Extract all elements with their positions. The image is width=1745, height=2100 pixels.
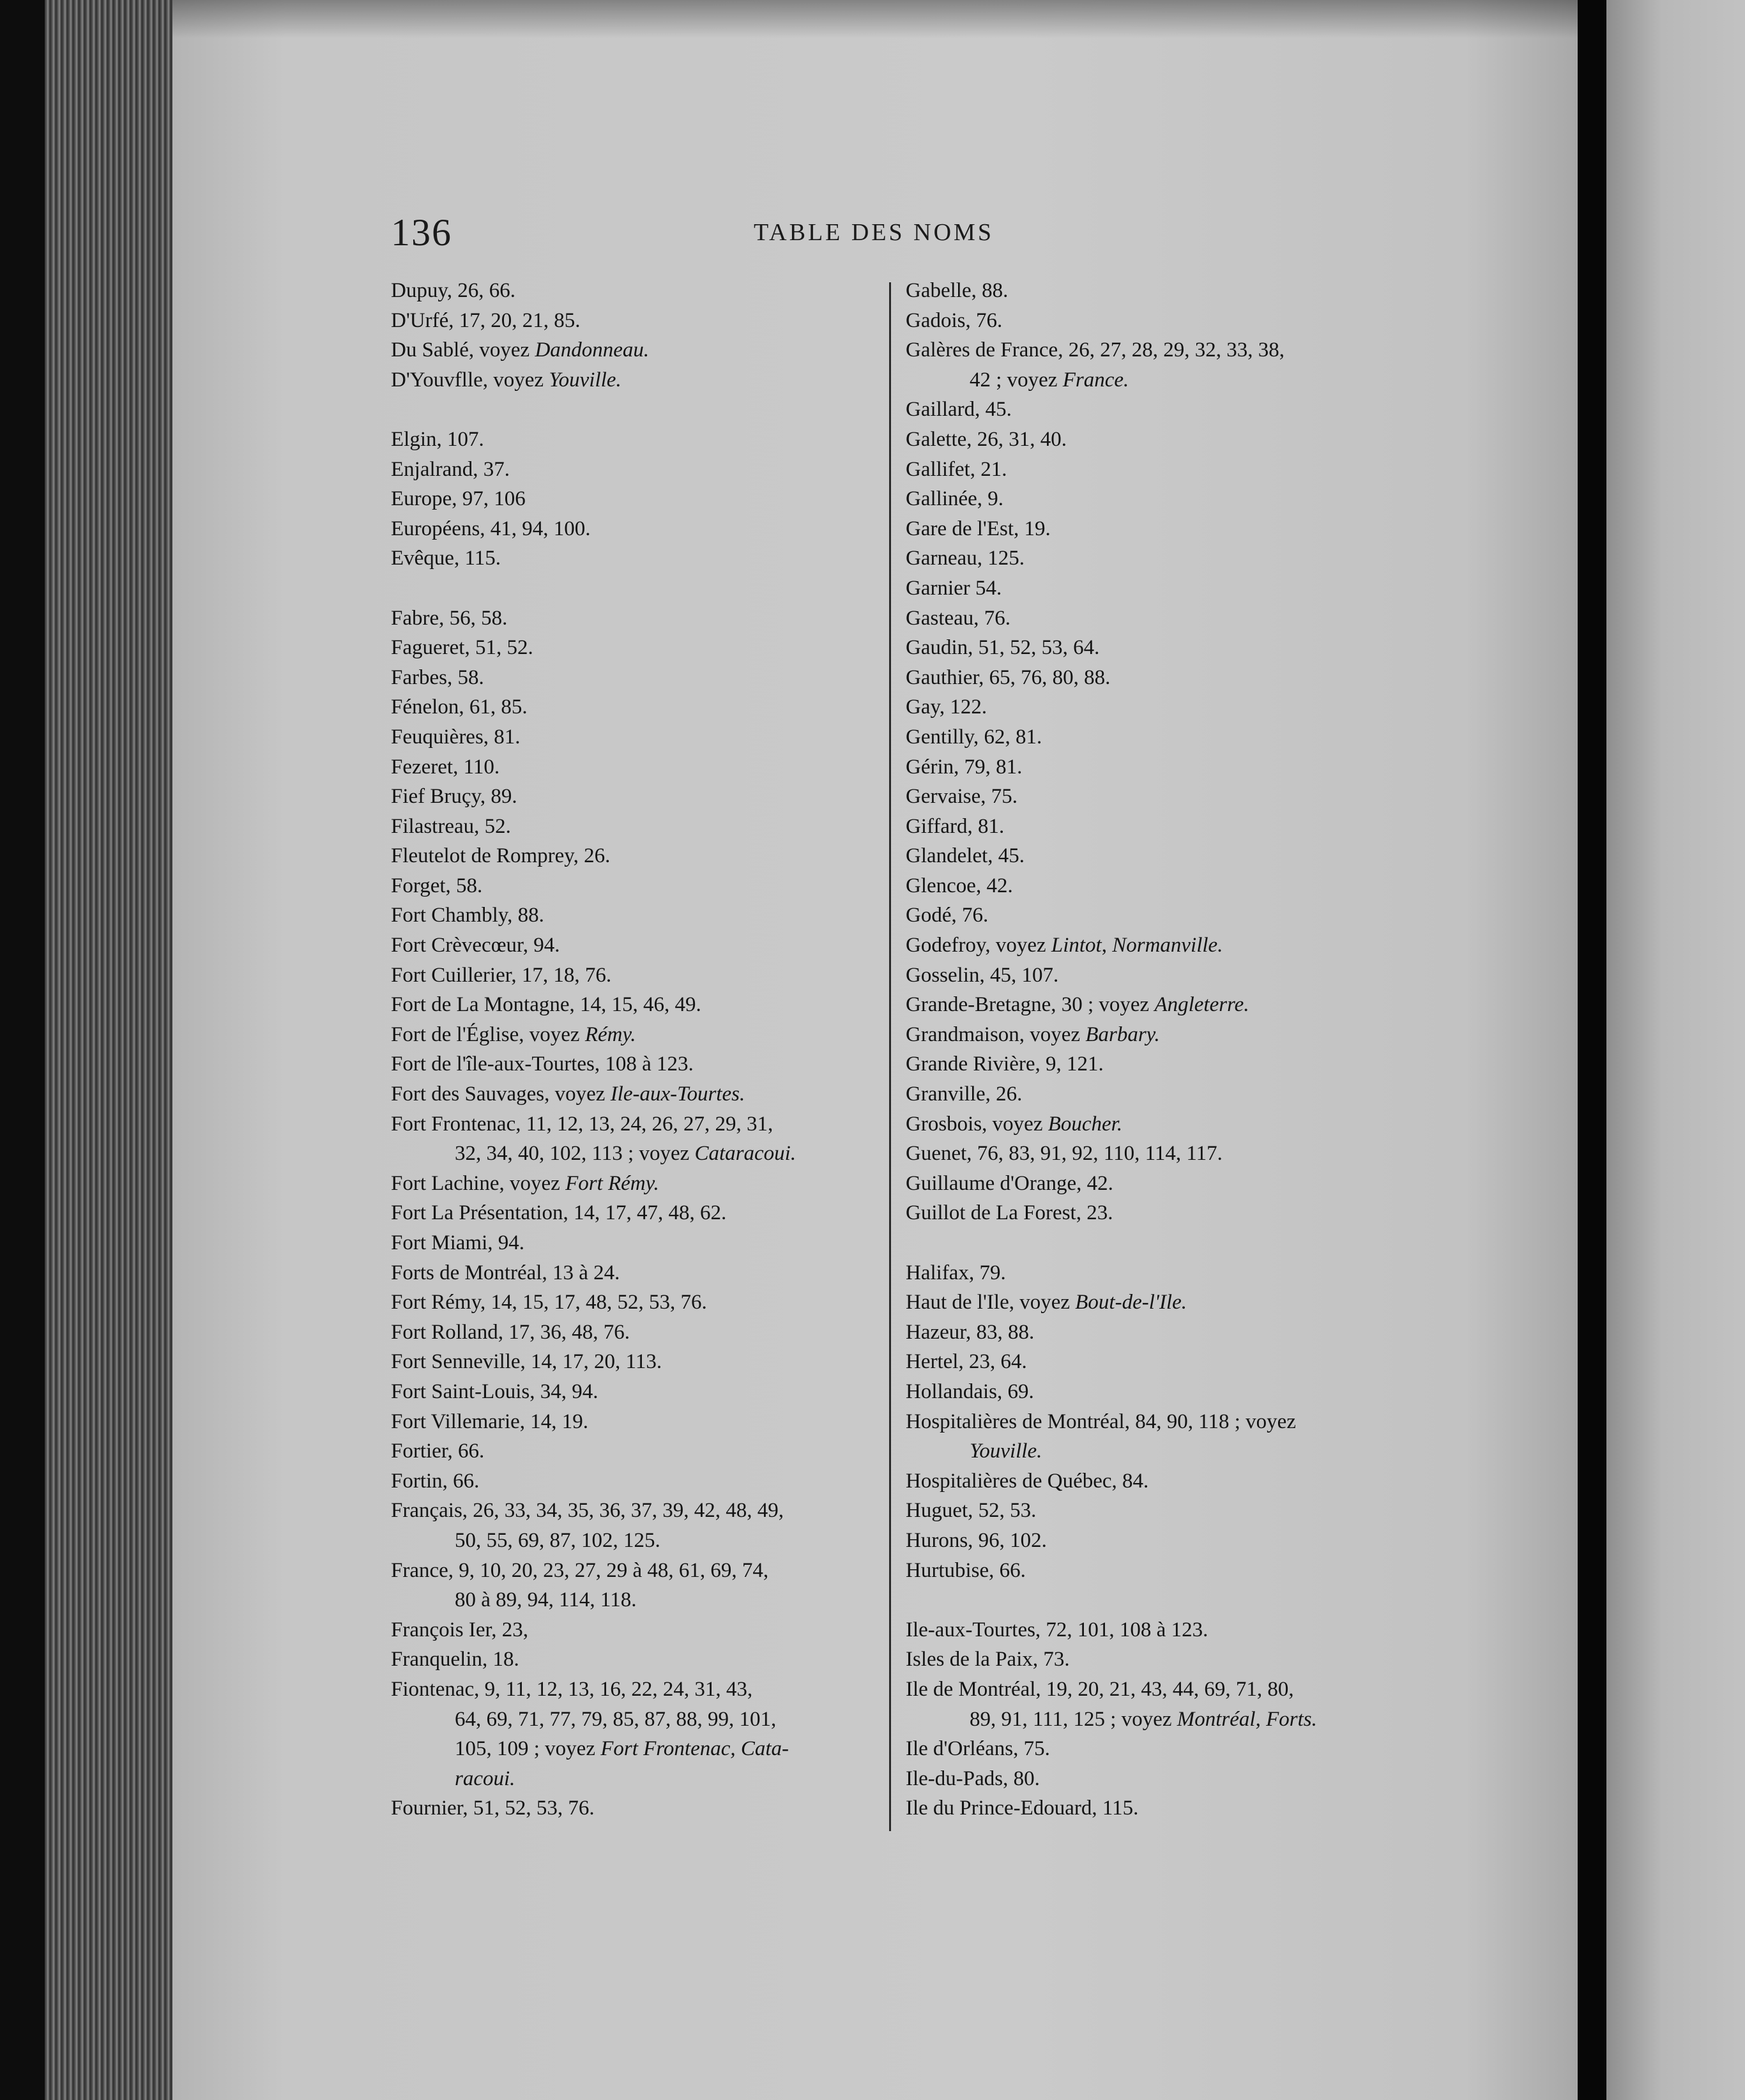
- index-entry: [906, 1109, 1429, 1139]
- index-entry: [906, 1556, 1429, 1586]
- index-entry: [906, 1049, 1429, 1079]
- index-entry: [906, 455, 1429, 485]
- entry-text: Fénelon, 61, 85.: [391, 696, 528, 719]
- entry-text: Fortin, 66.: [391, 1469, 480, 1493]
- entry-text: Huguet, 52, 53.: [906, 1499, 1037, 1523]
- entry-text: Gérin, 79, 81.: [906, 755, 1023, 779]
- index-entry: [906, 901, 1429, 931]
- entry-text: Fort Chambly, 88.: [391, 904, 544, 927]
- entry-text: Fort Rémy, 14, 15, 17, 48, 52, 53, 76.: [391, 1291, 707, 1314]
- entry-text: Europe, 97, 106: [391, 487, 526, 511]
- index-entry: [906, 663, 1429, 693]
- index-entry: [391, 1198, 902, 1228]
- entry-text: Fief Bruçy, 89.: [391, 785, 517, 809]
- index-column-right: [906, 276, 1429, 1823]
- entry-text: Fezeret, 110.: [391, 755, 500, 779]
- index-entry: [906, 276, 1429, 306]
- index-entry: [391, 1526, 902, 1556]
- index-entry: [906, 1466, 1429, 1496]
- entry-text: Gabelle, 88.: [906, 279, 1009, 302]
- index-entry: [906, 1198, 1429, 1228]
- entry-text: Fort des Sauvages, voyez: [391, 1083, 611, 1106]
- entry-text: Gauthier, 65, 76, 80, 88.: [906, 666, 1111, 689]
- entry-reference-italic: Youville.: [549, 368, 621, 392]
- index-entry: [906, 484, 1429, 514]
- index-entry: [391, 663, 902, 693]
- entry-text: 50, 55, 69, 87, 102, 125.: [455, 1528, 660, 1552]
- entry-reference-italic: Dandonneau.: [535, 339, 650, 362]
- entry-reference-italic: Normanville.: [1112, 934, 1223, 957]
- entry-text: Hospitalières de Montréal, 84, 90, 118 ; voyez: [906, 1410, 1296, 1433]
- entry-text: Européens, 41, 94, 100.: [391, 517, 591, 540]
- index-entry: [906, 1705, 1429, 1735]
- entry-text: Fort Lachine, voyez: [391, 1171, 566, 1195]
- index-entry: [391, 752, 902, 782]
- index-entry: [391, 1556, 902, 1586]
- entry-text: Garneau, 125.: [906, 547, 1025, 570]
- index-entry: [906, 306, 1429, 336]
- entry-text: Giffard, 81.: [906, 814, 1005, 838]
- entry-text: Gadois, 76.: [906, 308, 1003, 332]
- entry-text: 32, 34, 40, 102, 113 ; voyez: [455, 1142, 695, 1166]
- entry-text: Fiontenac, 9, 11, 12, 13, 16, 22, 24, 31, 43,: [391, 1677, 753, 1701]
- index-entry: [391, 722, 902, 752]
- index-entry: [391, 1407, 902, 1437]
- entry-text: Grosbois, voyez: [906, 1112, 1048, 1136]
- index-entry: [906, 1526, 1429, 1556]
- index-entry: [391, 1139, 902, 1169]
- entry-text: 89, 91, 111, 125 ; voyez: [970, 1707, 1177, 1731]
- entry-text: Gare de l'Est, 19.: [906, 517, 1051, 540]
- index-entry: [391, 990, 902, 1020]
- running-head: [0, 211, 1745, 262]
- index-entry: [906, 961, 1429, 991]
- index-entry: [391, 514, 902, 544]
- index-entry: [391, 1079, 902, 1109]
- index-entry: [391, 425, 902, 455]
- index-entry: [906, 1377, 1429, 1407]
- index-entry: [391, 604, 902, 634]
- index-entry: [391, 633, 902, 663]
- index-entry: [391, 1585, 902, 1615]
- entry-text: Glandelet, 45.: [906, 844, 1025, 868]
- entry-reference-italic: Fort Rémy.: [565, 1171, 659, 1195]
- entry-text: Ile de Montréal, 19, 20, 21, 43, 44, 69, 71, 80,: [906, 1677, 1294, 1701]
- entry-text: Hertel, 23, 64.: [906, 1350, 1027, 1374]
- index-entry: [391, 1049, 902, 1079]
- index-entry: [906, 812, 1429, 842]
- entry-text: 80 à 89, 94, 114, 118.: [455, 1588, 637, 1612]
- entry-text: Du Sablé, voyez: [391, 339, 535, 362]
- index-entry: [906, 1615, 1429, 1645]
- entry-text: Fort Crèvecœur, 94.: [391, 934, 560, 957]
- entry-text: Fort Senneville, 14, 17, 20, 113.: [391, 1350, 662, 1374]
- book-fore-edges: [45, 0, 192, 2100]
- entry-text: Feuquières, 81.: [391, 725, 521, 749]
- entry-reference-italic: Montréal, Forts.: [1177, 1707, 1317, 1731]
- index-entry: [906, 514, 1429, 544]
- index-entry: [906, 574, 1429, 604]
- index-entry: [906, 365, 1429, 395]
- entry-text: Grande-Bretagne, 30 ; voyez: [906, 993, 1155, 1017]
- index-entry: [391, 1347, 902, 1377]
- entry-text: Ile d'Orléans, 75.: [906, 1737, 1050, 1761]
- index-entry: [906, 931, 1429, 961]
- index-entry: [906, 1288, 1429, 1318]
- entry-text: Gay, 122.: [906, 696, 987, 719]
- entry-text: Hollandais, 69.: [906, 1380, 1034, 1403]
- entry-reference-italic: Bout-de-l'Ile.: [1075, 1291, 1187, 1314]
- index-spacer: [391, 395, 902, 425]
- index-entry: [906, 1407, 1429, 1437]
- entry-text: Fort Rolland, 17, 36, 48, 76.: [391, 1320, 630, 1344]
- index-entry: [391, 1436, 902, 1466]
- index-entry: [391, 931, 902, 961]
- entry-reference-italic: Cataracoui.: [694, 1142, 796, 1166]
- entry-text: Gosselin, 45, 107.: [906, 963, 1059, 987]
- entry-text: Fort Cuillerier, 17, 18, 76.: [391, 963, 612, 987]
- index-entry: [391, 1615, 902, 1645]
- index-entry: [391, 1228, 902, 1258]
- entry-text: Godé, 76.: [906, 904, 989, 927]
- entry-text: Gallinée, 9.: [906, 487, 1004, 511]
- entry-text: Elgin, 107.: [391, 427, 484, 451]
- index-entry: [906, 1139, 1429, 1169]
- index-entry: [391, 1169, 902, 1199]
- entry-text: 105, 109 ; voyez: [455, 1737, 601, 1761]
- entry-text: Granville, 26.: [906, 1083, 1023, 1106]
- entry-text: Fabre, 56, 58.: [391, 606, 508, 630]
- entry-text: Dupuy, 26, 66.: [391, 279, 515, 302]
- index-spacer: [906, 1228, 1429, 1258]
- index-entry: [906, 990, 1429, 1020]
- entry-reference-italic: racoui.: [455, 1767, 515, 1790]
- index-entry: [391, 1020, 902, 1050]
- entry-text: Fort de l'Église, voyez: [391, 1023, 585, 1046]
- entry-reference-italic: France.: [1062, 368, 1129, 392]
- index-entry: [391, 901, 902, 931]
- entry-text: Forts de Montréal, 13 à 24.: [391, 1261, 620, 1284]
- adjacent-page: [1606, 0, 1745, 2100]
- entry-text: Fort Frontenac, 11, 12, 13, 24, 26, 27, 29, 31,: [391, 1112, 773, 1136]
- index-entry: [391, 1675, 902, 1705]
- entry-text: Gaudin, 51, 52, 53, 64.: [906, 636, 1100, 660]
- entry-text: Ile du Prince-Edouard, 115.: [906, 1797, 1139, 1820]
- index-entry: [906, 604, 1429, 634]
- entry-text: 42 ; voyez: [970, 368, 1063, 392]
- entry-text: Galette, 26, 31, 40.: [906, 427, 1067, 451]
- entry-reference-italic: Lintot: [1051, 934, 1102, 957]
- entry-text: Fort de La Montagne, 14, 15, 46, 49.: [391, 993, 701, 1017]
- entry-reference-italic: Barbary.: [1085, 1023, 1160, 1046]
- entry-text: Grande Rivière, 9, 121.: [906, 1053, 1104, 1076]
- entry-text: D'Youvflle, voyez: [391, 368, 549, 392]
- index-entry: [391, 871, 902, 901]
- index-entry: [906, 1496, 1429, 1526]
- index-entry: [906, 335, 1429, 365]
- entry-text: Godefroy, voyez: [906, 934, 1051, 957]
- entry-text: Farbes, 58.: [391, 666, 484, 689]
- index-entry: [391, 484, 902, 514]
- entry-text: Ile-du-Pads, 80.: [906, 1767, 1040, 1790]
- entry-reference-italic: Boucher.: [1048, 1112, 1123, 1136]
- index-entry: [906, 871, 1429, 901]
- entry-text: Galères de France, 26, 27, 28, 29, 32, 33, 38,: [906, 339, 1284, 362]
- entry-reference-italic: Fort Frontenac, Cata-: [600, 1737, 789, 1761]
- index-entry: [906, 1645, 1429, 1675]
- index-entry: [906, 1020, 1429, 1050]
- index-entry: [906, 1793, 1429, 1823]
- entry-text: Fort Saint-Louis, 34, 94.: [391, 1380, 598, 1403]
- entry-text: Glencoe, 42.: [906, 874, 1013, 897]
- index-entry: [906, 1764, 1429, 1794]
- entry-text: Hazeur, 83, 88.: [906, 1320, 1035, 1344]
- entry-text: Fortier, 66.: [391, 1440, 485, 1463]
- entry-text: Guenet, 76, 83, 91, 92, 110, 114, 117.: [906, 1142, 1223, 1166]
- book-gutter: [1578, 0, 1606, 2100]
- index-entry: [906, 1675, 1429, 1705]
- index-entry: [391, 692, 902, 722]
- entry-text: Fort de l'île-aux-Tourtes, 108 à 123.: [391, 1053, 694, 1076]
- entry-text: Fort Miami, 94.: [391, 1231, 525, 1254]
- entry-text: Fort Villemarie, 14, 19.: [391, 1410, 589, 1433]
- entry-text: Forget, 58.: [391, 874, 483, 897]
- index-entry: [906, 1258, 1429, 1288]
- index-entry: [391, 1258, 902, 1288]
- entry-text: Ile-aux-Tourtes, 72, 101, 108 à 123.: [906, 1618, 1208, 1641]
- index-entry: [906, 722, 1429, 752]
- index-entry: [391, 812, 902, 842]
- index-entry: [391, 544, 902, 574]
- entry-text: Fournier, 51, 52, 53, 76.: [391, 1797, 595, 1820]
- entry-text: Filastreau, 52.: [391, 814, 511, 838]
- entry-text: ,: [1101, 934, 1113, 957]
- index-entry: [391, 455, 902, 485]
- index-entry: [906, 544, 1429, 574]
- index-entry: [906, 1436, 1429, 1466]
- index-entry: [906, 1734, 1429, 1764]
- entry-text: Hurtubise, 66.: [906, 1558, 1026, 1582]
- page-number: 136: [391, 211, 452, 254]
- index-entry: [391, 365, 902, 395]
- index-entry: [391, 306, 902, 336]
- entry-text: Haut de l'Ile, voyez: [906, 1291, 1076, 1314]
- column-rule: [889, 282, 891, 1831]
- index-entry: [391, 276, 902, 306]
- entry-text: Guillaume d'Orange, 42.: [906, 1171, 1113, 1195]
- entry-text: Franquelin, 18.: [391, 1648, 519, 1671]
- entry-text: François Ier, 23,: [391, 1618, 528, 1641]
- entry-reference-italic: Rémy.: [584, 1023, 636, 1046]
- index-entry: [391, 1705, 902, 1735]
- entry-text: Grandmaison, voyez: [906, 1023, 1086, 1046]
- entry-text: France, 9, 10, 20, 23, 27, 29 à 48, 61, 69, 74,: [391, 1558, 769, 1582]
- index-entry: [906, 1318, 1429, 1348]
- index-entry: [906, 1079, 1429, 1109]
- index-entry: [391, 1645, 902, 1675]
- index-entry: [391, 1793, 902, 1823]
- entry-text: Fagueret, 51, 52.: [391, 636, 533, 660]
- index-entry: [906, 1347, 1429, 1377]
- index-column-left: [391, 276, 902, 1823]
- index-entry: [391, 961, 902, 991]
- index-entry: [391, 841, 902, 871]
- index-entry: [391, 1734, 902, 1764]
- entry-text: Garnier 54.: [906, 576, 1002, 600]
- entry-text: Fleutelot de Romprey, 26.: [391, 844, 611, 868]
- index-entry: [906, 1169, 1429, 1199]
- index-entry: [391, 782, 902, 812]
- entry-text: Hospitalières de Québec, 84.: [906, 1469, 1149, 1493]
- index-entry: [906, 633, 1429, 663]
- index-entry: [906, 841, 1429, 871]
- entry-text: Evêque, 115.: [391, 547, 501, 570]
- entry-text: Gallifet, 21.: [906, 457, 1007, 481]
- index-entry: [906, 692, 1429, 722]
- entry-text: Gaillard, 45.: [906, 398, 1012, 422]
- entry-text: Halifax, 79.: [906, 1261, 1006, 1284]
- entry-text: Isles de la Paix, 73.: [906, 1648, 1070, 1671]
- entry-reference-italic: Angleterre.: [1154, 993, 1249, 1017]
- entry-text: D'Urfé, 17, 20, 21, 85.: [391, 308, 581, 332]
- entry-text: Guillot de La Forest, 23.: [906, 1201, 1113, 1225]
- index-entry: [906, 395, 1429, 425]
- index-entry: [391, 1764, 902, 1794]
- entry-text: Gentilly, 62, 81.: [906, 725, 1042, 749]
- entry-text: Hurons, 96, 102.: [906, 1528, 1047, 1552]
- index-entry: [906, 425, 1429, 455]
- index-entry: [906, 752, 1429, 782]
- page-shadow: [172, 0, 1578, 38]
- entry-text: Fort La Présentation, 14, 17, 47, 48, 62.: [391, 1201, 727, 1225]
- entry-text: Français, 26, 33, 34, 35, 36, 37, 39, 42, 48, 49,: [391, 1499, 784, 1523]
- index-entry: [391, 1377, 902, 1407]
- entry-reference-italic: Ile-aux-Tourtes.: [610, 1083, 745, 1106]
- index-entry: [391, 1466, 902, 1496]
- page-title: TABLE DES NOMS: [754, 219, 994, 246]
- entry-text: Gervaise, 75.: [906, 785, 1018, 809]
- entry-text: Enjalrand, 37.: [391, 457, 510, 481]
- index-spacer: [391, 574, 902, 604]
- index-entry: [391, 1318, 902, 1348]
- entry-reference-italic: Youville.: [970, 1440, 1042, 1463]
- entry-text: Gasteau, 76.: [906, 606, 1011, 630]
- index-spacer: [906, 1585, 1429, 1615]
- entry-text: 64, 69, 71, 77, 79, 85, 87, 88, 99, 101,: [455, 1707, 777, 1731]
- index-entry: [906, 782, 1429, 812]
- index-entry: [391, 1496, 902, 1526]
- index-entry: [391, 1109, 902, 1139]
- index-entry: [391, 1288, 902, 1318]
- index-entry: [391, 335, 902, 365]
